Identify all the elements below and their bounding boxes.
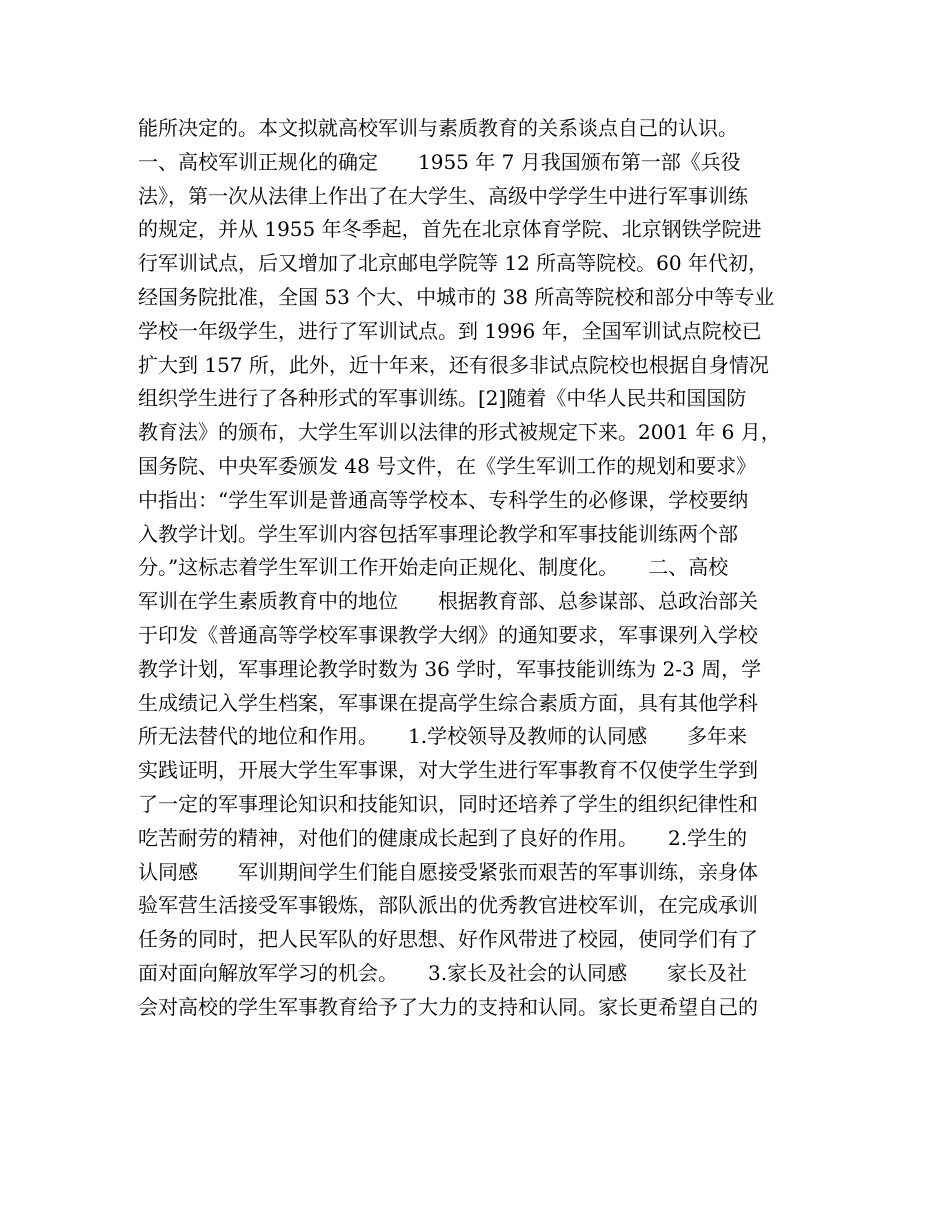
text-line: 能所决定的。本文拟就高校军训与素质教育的关系谈点自己的认识。 xyxy=(138,116,738,140)
text-line: 经国务院批准，全国 53 个大、中城市的 38 所高等院校和部分中等专业 xyxy=(138,284,775,309)
text-line: 军训在学生素质教育中的地位 根据教育部、总参谋部、总政治部关 xyxy=(138,589,758,614)
text-line: 于印发《普通高等学校军事课教学大纲》的通知要求，军事课列入学校 xyxy=(138,622,758,647)
text-line: 教育法》的颁布，大学生军训以法律的形式被规定下来。2001 年 6 月， xyxy=(138,420,781,445)
text-line: 扩大到 157 所，此外，近十年来，还有很多非试点院校也根据自身情况 xyxy=(138,352,769,377)
text-line: 任务的同时，把人民军队的好思想、好作风带进了校园，使同学们有了 xyxy=(138,927,758,952)
text-line: 组织学生进行了各种形式的军事训练。[2]随着《中华人民共和国国防 xyxy=(138,386,747,411)
text-line: 国务院、中央军委颁发 48 号文件，在《学生军训工作的规划和要求》 xyxy=(138,453,757,478)
text-line: 分。”这标志着学生军训工作开始走向正规化、制度化。 二、高校 xyxy=(138,555,729,580)
text-line: 学校一年级学生，进行了军训试点。到 1996 年，全国军训试点院校已 xyxy=(138,318,762,343)
text-line: 教学计划，军事理论教学时数为 36 学时，军事技能训练为 2-3 周，学 xyxy=(138,656,762,681)
text-line: 认同感 军训期间学生们能自愿接受紧张而艰苦的军事训练，亲身体 xyxy=(138,859,758,884)
text-line: 了一定的军事理论知识和技能知识，同时还培养了学生的组织纪律性和 xyxy=(138,791,758,816)
text-line: 面对面向解放军学习的机会。 3.家长及社会的认同感 家长及社 xyxy=(138,960,748,985)
text-line: 入教学计划。学生军训内容包括军事理论教学和军事技能训练两个部 xyxy=(138,521,738,546)
text-line: 法》，第一次从法律上作出了在大学生、高级中学学生中进行军事训练 xyxy=(138,183,748,208)
text-line: 验军营生活接受军事锻炼，部队派出的优秀教官进校军训，在完成承训 xyxy=(138,893,758,918)
text-line: 生成绩记入学生档案，军事课在提高学生综合素质方面，具有其他学科 xyxy=(138,690,758,715)
text-line: 实践证明，开展大学生军事课，对大学生进行军事教育不仅使学生学到 xyxy=(138,758,758,783)
text-line: 一、高校军训正规化的确定 1955 年 7 月我国颁布第一部《兵役 xyxy=(138,149,741,174)
text-line: 行军训试点，后又增加了北京邮电学院等 12 所高等院校。60 年代初， xyxy=(138,251,768,276)
text-line: 吃苦耐劳的精神，对他们的健康成长起到了良好的作用。 2.学生的 xyxy=(138,825,748,850)
body-text xyxy=(138,112,828,1025)
text-line: 会对高校的学生军事教育给予了大力的支持和认同。家长更希望自己的 xyxy=(138,994,758,1019)
text-line: 中指出：“学生军训是普通高等学校本、专科学生的必修课，学校要纳 xyxy=(138,487,749,512)
text-line: 所无法替代的地位和作用。 1.学校领导及教师的认同感 多年来 xyxy=(138,724,748,749)
text-line: 的规定，并从 1955 年冬季起，首先在北京体育学院、北京钢铁学院进 xyxy=(138,217,762,242)
